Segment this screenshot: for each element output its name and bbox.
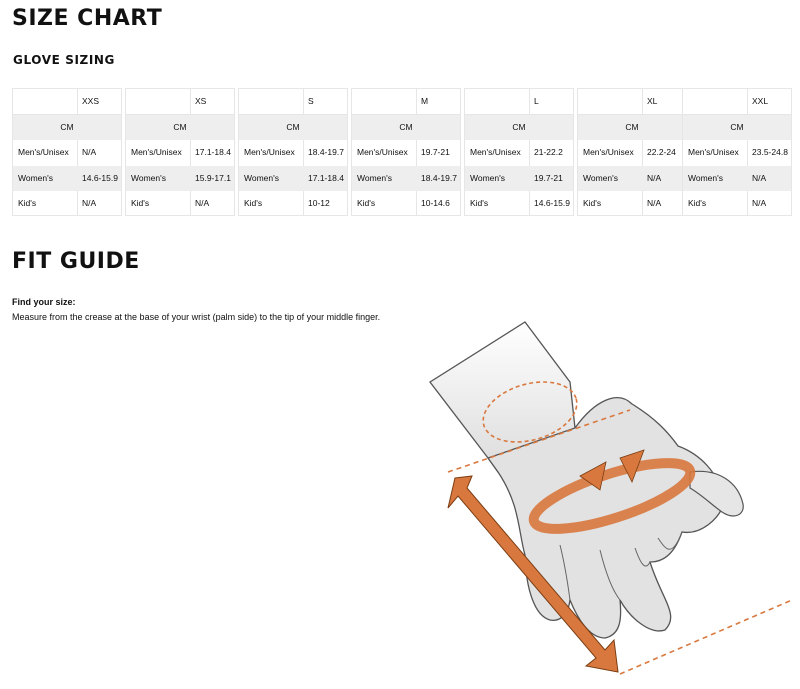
size-label: XXL xyxy=(752,96,769,106)
size-header-row xyxy=(465,89,573,114)
table-row xyxy=(352,166,460,191)
measurement-value: 10-12 xyxy=(308,198,330,208)
table-row xyxy=(683,166,791,191)
unit-row xyxy=(239,115,347,140)
row-label: Women's xyxy=(18,173,54,183)
unit-row xyxy=(683,115,791,140)
unit-label: CM xyxy=(286,122,300,132)
table-row xyxy=(683,191,791,216)
unit-label: CM xyxy=(173,122,187,132)
table-row xyxy=(126,140,234,165)
row-label: Kid's xyxy=(18,198,37,208)
row-label: Kid's xyxy=(470,198,489,208)
size-table xyxy=(682,88,792,216)
table-row xyxy=(465,140,573,165)
unit-row xyxy=(13,115,121,140)
table-row xyxy=(465,191,573,216)
size-label: M xyxy=(421,96,429,106)
measurement-value: 14.6-15.9 xyxy=(534,198,570,208)
size-header-row xyxy=(126,89,234,114)
measurement-value: 17.1-18.4 xyxy=(195,147,231,157)
size-table xyxy=(12,88,122,216)
size-header-row xyxy=(578,89,686,114)
measure-instructions: Measure from the crease at the base of your wrist (palm side) to the tip of your middle finger. xyxy=(12,312,381,322)
table-row xyxy=(578,166,686,191)
row-label: Men's/Unisex xyxy=(244,147,295,157)
measurement-value: N/A xyxy=(752,198,767,208)
row-label: Men's/Unisex xyxy=(357,147,408,157)
table-row xyxy=(352,140,460,165)
size-table xyxy=(238,88,348,216)
unit-label: CM xyxy=(399,122,413,132)
measurement-value: N/A xyxy=(82,198,97,208)
hand-measure-illustration xyxy=(400,300,800,689)
measurement-value: 19.7-21 xyxy=(534,173,563,183)
unit-label: CM xyxy=(730,122,744,132)
measurement-value: N/A xyxy=(82,147,97,157)
table-row xyxy=(239,166,347,191)
size-table xyxy=(464,88,574,216)
measurement-value: 21-22.2 xyxy=(534,147,563,157)
table-row xyxy=(578,191,686,216)
size-label: L xyxy=(534,96,539,106)
table-row xyxy=(126,166,234,191)
row-label: Men's/Unisex xyxy=(18,147,69,157)
table-row xyxy=(13,140,121,165)
row-label: Women's xyxy=(688,173,724,183)
size-table xyxy=(351,88,461,216)
table-row xyxy=(126,191,234,216)
unit-row xyxy=(352,115,460,140)
size-label: S xyxy=(308,96,314,106)
table-row xyxy=(578,140,686,165)
table-row xyxy=(13,166,121,191)
table-row xyxy=(683,140,791,165)
row-label: Men's/Unisex xyxy=(688,147,739,157)
unit-row xyxy=(578,115,686,140)
size-header-row xyxy=(683,89,791,114)
page-title: SIZE CHART xyxy=(12,6,163,31)
size-label: XXS xyxy=(82,96,100,106)
measurement-value: N/A xyxy=(647,173,662,183)
measurement-value: 19.7-21 xyxy=(421,147,450,157)
table-row xyxy=(465,166,573,191)
row-label: Men's/Unisex xyxy=(583,147,634,157)
row-label: Women's xyxy=(470,173,506,183)
measurement-value: N/A xyxy=(195,198,210,208)
row-label: Kid's xyxy=(688,198,707,208)
measurement-value: 23.5-24.8 xyxy=(752,147,788,157)
row-label: Kid's xyxy=(583,198,602,208)
size-label: XL xyxy=(647,96,658,106)
measurement-value: 22.2-24 xyxy=(647,147,676,157)
size-header-row xyxy=(239,89,347,114)
measurement-value: N/A xyxy=(647,198,662,208)
measurement-value: 18.4-19.7 xyxy=(308,147,344,157)
find-size-label: Find your size: xyxy=(12,297,76,307)
measurement-value: 15.9-17.1 xyxy=(195,173,231,183)
row-label: Women's xyxy=(131,173,167,183)
unit-row xyxy=(465,115,573,140)
row-label: Women's xyxy=(357,173,393,183)
glove-sizing-subtitle: GLOVE SIZING xyxy=(13,53,115,67)
measurement-value: 14.6-15.9 xyxy=(82,173,118,183)
measurement-value: 18.4-19.7 xyxy=(421,173,457,183)
row-label: Kid's xyxy=(131,198,150,208)
row-label: Men's/Unisex xyxy=(131,147,182,157)
row-label: Kid's xyxy=(244,198,263,208)
measurement-value: 10-14.6 xyxy=(421,198,450,208)
row-label: Kid's xyxy=(357,198,376,208)
size-header-row xyxy=(352,89,460,114)
unit-label: CM xyxy=(625,122,639,132)
size-header-row xyxy=(13,89,121,114)
fit-guide-title: FIT GUIDE xyxy=(12,249,140,274)
row-label: Women's xyxy=(583,173,619,183)
measurement-value: 17.1-18.4 xyxy=(308,173,344,183)
unit-label: CM xyxy=(512,122,526,132)
size-chart-tables xyxy=(12,88,792,216)
table-row xyxy=(352,191,460,216)
size-table xyxy=(125,88,235,216)
row-label: Women's xyxy=(244,173,280,183)
unit-row xyxy=(126,115,234,140)
table-row xyxy=(13,191,121,216)
size-table xyxy=(577,88,687,216)
size-label: XS xyxy=(195,96,207,106)
row-label: Men's/Unisex xyxy=(470,147,521,157)
table-row xyxy=(239,191,347,216)
unit-label: CM xyxy=(60,122,74,132)
measurement-value: N/A xyxy=(752,173,767,183)
table-row xyxy=(239,140,347,165)
